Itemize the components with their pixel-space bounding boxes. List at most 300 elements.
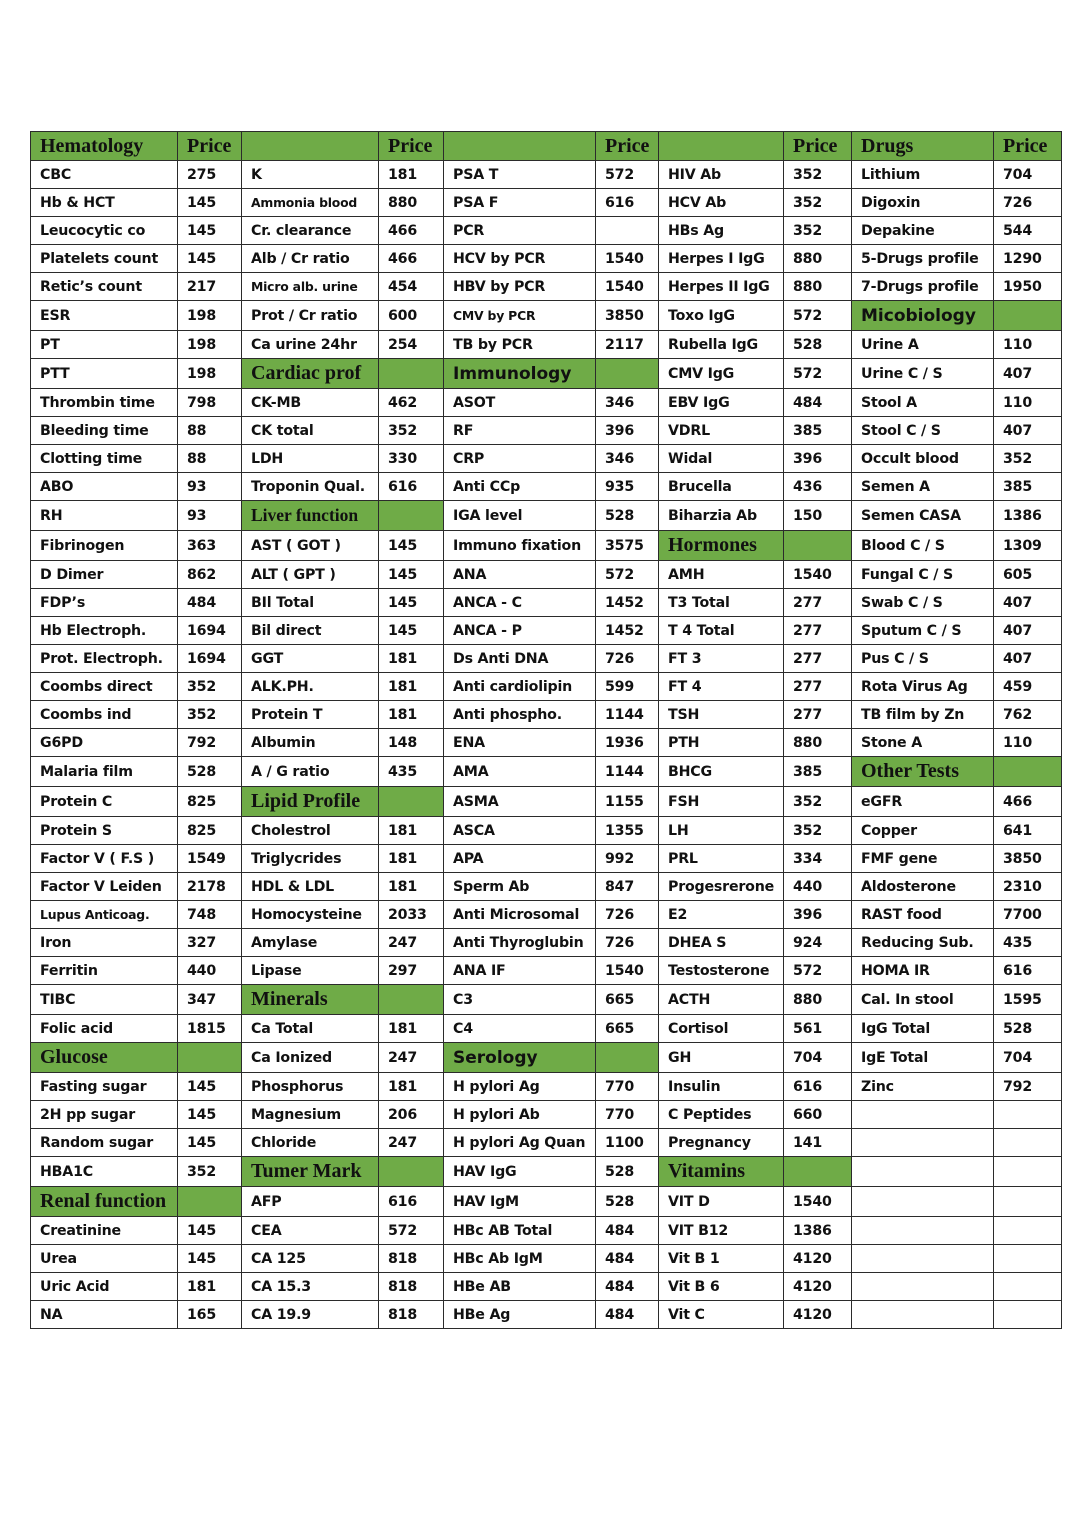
test-name: Folic acid [31,1015,178,1043]
test-name: TSH [659,701,784,729]
test-name: 2H pp sugar [31,1101,178,1129]
section-header: Tumer Mark [242,1157,379,1187]
test-price: 641 [994,817,1062,845]
test-name: Bil direct [242,617,379,645]
test-price: 880 [784,245,852,273]
test-price: 277 [784,701,852,729]
test-name: PTT [31,359,178,389]
test-price: 770 [596,1101,659,1129]
test-price: 145 [178,1101,242,1129]
test-name: Magnesium [242,1101,379,1129]
table-row [31,817,1062,845]
table-row [31,1245,1062,1273]
test-price: 561 [784,1015,852,1043]
empty-cell [994,1273,1062,1301]
test-price: 407 [994,645,1062,673]
test-price: 1540 [596,273,659,301]
test-name: PCR [444,217,596,245]
test-name: HAV IgG [444,1157,596,1187]
test-price: 254 [379,331,444,359]
test-price: 1155 [596,787,659,817]
test-name: Triglycrides [242,845,379,873]
test-name: K [242,161,379,189]
test-name: T 4 Total [659,617,784,645]
test-name: ASOT [444,389,596,417]
test-name: Coombs direct [31,673,178,701]
test-price: 1694 [178,617,242,645]
table-row [31,1187,1062,1217]
section-header-fill [178,1043,242,1073]
test-price: 792 [994,1073,1062,1101]
lab-test-price-table [30,131,1062,1329]
test-name: Widal [659,445,784,473]
test-name: Semen A [852,473,994,501]
test-price: 466 [379,217,444,245]
section-header-fill [379,359,444,389]
test-name: Sperm Ab [444,873,596,901]
test-price: 150 [784,501,852,531]
section-header [659,132,784,161]
test-price: 145 [178,1217,242,1245]
table-row [31,985,1062,1015]
section-header [444,132,596,161]
test-name: IgG Total [852,1015,994,1043]
test-price: 352 [178,1157,242,1187]
test-name: HBe Ag [444,1301,596,1329]
section-header: Lipid Profile [242,787,379,817]
test-name: Protein C [31,787,178,817]
test-name: CBC [31,161,178,189]
table-row [31,957,1062,985]
test-name: HBA1C [31,1157,178,1187]
test-name: Alb / Cr ratio [242,245,379,273]
test-price: 616 [994,957,1062,985]
test-price: 145 [178,217,242,245]
test-price: 145 [379,617,444,645]
test-name: HAV IgM [444,1187,596,1217]
test-name: Brucella [659,473,784,501]
test-name: GH [659,1043,784,1073]
test-price: 484 [596,1217,659,1245]
section-header: Serology [444,1043,596,1073]
empty-cell [994,1301,1062,1329]
empty-cell [852,1217,994,1245]
test-price: 484 [596,1273,659,1301]
section-header-fill [596,1043,659,1073]
test-name: Lipase [242,957,379,985]
test-price: 847 [596,873,659,901]
test-price: 277 [784,589,852,617]
test-price: 880 [379,189,444,217]
test-name: CMV by PCR [444,301,596,331]
test-name: FT 3 [659,645,784,673]
test-price: 4120 [784,1245,852,1273]
section-header: Vitamins [659,1157,784,1187]
test-name: Protein S [31,817,178,845]
test-price: 145 [178,1129,242,1157]
test-price: 181 [379,1073,444,1101]
test-price: 346 [596,389,659,417]
test-price: 4120 [784,1273,852,1301]
test-price: 435 [379,757,444,787]
section-header: Micobiology [852,301,994,331]
test-price: 1540 [784,561,852,589]
test-name: Cholestrol [242,817,379,845]
test-name: Urine A [852,331,994,359]
test-price: 407 [994,589,1062,617]
test-name: Stool A [852,389,994,417]
test-name: AMH [659,561,784,589]
test-price: 600 [379,301,444,331]
test-name: ALT ( GPT ) [242,561,379,589]
table-row [31,273,1062,301]
test-name: AFP [242,1187,379,1217]
test-price: 1540 [596,245,659,273]
test-price: 572 [596,561,659,589]
test-price: 435 [994,929,1062,957]
empty-cell [994,1157,1062,1187]
test-name: HBV by PCR [444,273,596,301]
test-name: Occult blood [852,445,994,473]
test-price: 352 [784,817,852,845]
test-price: 181 [379,161,444,189]
test-name: Biharzia Ab [659,501,784,531]
section-header: Liver function [242,501,379,531]
test-name: Pregnancy [659,1129,784,1157]
table-row [31,417,1062,445]
test-price: 762 [994,701,1062,729]
table-row [31,389,1062,417]
test-price: 1100 [596,1129,659,1157]
empty-cell [994,1129,1062,1157]
test-price: 1144 [596,757,659,787]
section-header: Renal function [31,1187,178,1217]
test-price: 396 [784,901,852,929]
test-price: 454 [379,273,444,301]
test-name: Herpes I IgG [659,245,784,273]
test-name: Rota Virus Ag [852,673,994,701]
test-price: 1595 [994,985,1062,1015]
test-name: Rubella IgG [659,331,784,359]
test-price: 407 [994,417,1062,445]
section-header: Cardiac prof [242,359,379,389]
test-price: 347 [178,985,242,1015]
test-price: 181 [379,701,444,729]
test-price: 616 [379,473,444,501]
test-price: 528 [596,1157,659,1187]
test-name: H pylori Ag Quan [444,1129,596,1157]
empty-cell [994,1187,1062,1217]
test-price: 352 [178,701,242,729]
test-price: 1309 [994,531,1062,561]
test-name: Anti Thyroglubin [444,929,596,957]
test-name: Bleeding time [31,417,178,445]
table-row [31,217,1062,245]
test-price: 181 [379,873,444,901]
table-row [31,473,1062,501]
table-row [31,189,1062,217]
test-price: 363 [178,531,242,561]
test-price: 665 [596,985,659,1015]
test-name: Aldosterone [852,873,994,901]
test-price: 407 [994,617,1062,645]
test-name: VDRL [659,417,784,445]
section-header-fill [379,985,444,1015]
test-name: Creatinine [31,1217,178,1245]
test-name: RH [31,501,178,531]
test-price: 924 [784,929,852,957]
table-row [31,729,1062,757]
empty-cell [852,1273,994,1301]
test-price: 726 [596,901,659,929]
test-price: 247 [379,1043,444,1073]
test-price: 704 [994,161,1062,189]
price-column-header: Price [596,132,659,161]
test-price: 880 [784,273,852,301]
test-name: Anti CCp [444,473,596,501]
test-name: Semen CASA [852,501,994,531]
test-price: 2310 [994,873,1062,901]
test-name: ENA [444,729,596,757]
test-price: 217 [178,273,242,301]
test-price: 3850 [994,845,1062,873]
table-row [31,845,1062,873]
test-name: G6PD [31,729,178,757]
test-price: 3575 [596,531,659,561]
test-price: 466 [379,245,444,273]
empty-cell [852,1129,994,1157]
test-name: Reducing Sub. [852,929,994,957]
test-price: 436 [784,473,852,501]
table-row [31,1015,1062,1043]
test-name: FSH [659,787,784,817]
test-name: ACTH [659,985,784,1015]
test-name: Cortisol [659,1015,784,1043]
test-name: Testosterone [659,957,784,985]
test-price: 572 [379,1217,444,1245]
test-name: ESR [31,301,178,331]
test-name: Anti phospho. [444,701,596,729]
section-header: Hematology [31,132,178,161]
test-name: ANA IF [444,957,596,985]
test-name: HBs Ag [659,217,784,245]
test-price: 484 [784,389,852,417]
test-price: 660 [784,1101,852,1129]
test-price: 247 [379,1129,444,1157]
test-name: NA [31,1301,178,1329]
table-row [31,1101,1062,1129]
test-price: 1452 [596,617,659,645]
test-name: Malaria film [31,757,178,787]
test-name: Copper [852,817,994,845]
test-price: 334 [784,845,852,873]
test-name: Stool C / S [852,417,994,445]
test-name: Blood C / S [852,531,994,561]
test-price: 704 [784,1043,852,1073]
test-price: 1290 [994,245,1062,273]
test-price: 1936 [596,729,659,757]
table-row [31,673,1062,701]
test-name: CEA [242,1217,379,1245]
test-name: IgE Total [852,1043,994,1073]
test-name: Toxo IgG [659,301,784,331]
table-row [31,301,1062,331]
test-price: 1386 [784,1217,852,1245]
test-price: 352 [178,673,242,701]
test-price: 352 [994,445,1062,473]
test-name: AMA [444,757,596,787]
test-name: Herpes II IgG [659,273,784,301]
test-name: PSA T [444,161,596,189]
test-price: 748 [178,901,242,929]
test-price: 440 [178,957,242,985]
test-price: 297 [379,957,444,985]
test-name: Vit B 1 [659,1245,784,1273]
test-price: 385 [994,473,1062,501]
table-row [31,531,1062,561]
test-price: 145 [178,1073,242,1101]
test-name: CA 15.3 [242,1273,379,1301]
test-price: 181 [379,817,444,845]
test-name: HBe AB [444,1273,596,1301]
table-row [31,331,1062,359]
section-header: Hormones [659,531,784,561]
test-price: 2178 [178,873,242,901]
section-header: Drugs [852,132,994,161]
test-name: HIV Ab [659,161,784,189]
test-price: 1540 [596,957,659,985]
test-name: HOMA IR [852,957,994,985]
test-name: Leucocytic co [31,217,178,245]
test-price: 880 [784,985,852,1015]
test-name: LDH [242,445,379,473]
test-price: 396 [784,445,852,473]
test-name: 7-Drugs profile [852,273,994,301]
table-row [31,445,1062,473]
test-price: 1950 [994,273,1062,301]
test-name: Ferritin [31,957,178,985]
test-name: Lupus Anticoag. [31,901,178,929]
table-row [31,701,1062,729]
test-name: HDL & LDL [242,873,379,901]
test-name: Amylase [242,929,379,957]
test-price: 704 [994,1043,1062,1073]
test-price: 346 [596,445,659,473]
test-price: 7700 [994,901,1062,929]
table-row [31,1073,1062,1101]
test-price: 110 [994,331,1062,359]
test-price: 145 [178,189,242,217]
test-name: Ca urine 24hr [242,331,379,359]
test-price: 935 [596,473,659,501]
test-price: 1452 [596,589,659,617]
test-price: 862 [178,561,242,589]
test-name: Anti Microsomal [444,901,596,929]
test-name: E2 [659,901,784,929]
test-price: 181 [379,645,444,673]
test-name: Micro alb. urine [242,273,379,301]
test-name: PTH [659,729,784,757]
test-price: 818 [379,1245,444,1273]
test-price: 352 [784,189,852,217]
empty-cell [994,1101,1062,1129]
test-name: Ds Anti DNA [444,645,596,673]
test-name: TIBC [31,985,178,1015]
section-header: Minerals [242,985,379,1015]
test-price: 484 [596,1301,659,1329]
test-price: 665 [596,1015,659,1043]
table-row [31,645,1062,673]
test-name: Fasting sugar [31,1073,178,1101]
test-price: 181 [379,845,444,873]
table-row [31,561,1062,589]
test-price: 1386 [994,501,1062,531]
table-row [31,359,1062,389]
section-header-fill [178,1187,242,1217]
test-name: Chloride [242,1129,379,1157]
test-name: CA 125 [242,1245,379,1273]
test-price: 352 [784,161,852,189]
test-name: Cr. clearance [242,217,379,245]
test-price: 818 [379,1301,444,1329]
test-name: Swab C / S [852,589,994,617]
test-name: T3 Total [659,589,784,617]
test-name: PT [31,331,178,359]
test-name: Vit B 6 [659,1273,784,1301]
test-name: Hb Electroph. [31,617,178,645]
table-row [31,873,1062,901]
test-name: Prot / Cr ratio [242,301,379,331]
test-name: Digoxin [852,189,994,217]
test-name: CK total [242,417,379,445]
section-header-fill [379,1157,444,1187]
test-name: LH [659,817,784,845]
test-name: FMF gene [852,845,994,873]
test-name: Sputum C / S [852,617,994,645]
test-name: Phosphorus [242,1073,379,1101]
test-price: 572 [784,957,852,985]
test-name: VIT D [659,1187,784,1217]
test-price: 198 [178,331,242,359]
test-name: Prot. Electroph. [31,645,178,673]
test-price: 528 [784,331,852,359]
test-price: 818 [379,1273,444,1301]
test-name: BIl Total [242,589,379,617]
test-name: Urine C / S [852,359,994,389]
test-price: 1694 [178,645,242,673]
test-name: Cal. In stool [852,985,994,1015]
test-name: CRP [444,445,596,473]
test-name: Uric Acid [31,1273,178,1301]
section-header: Immunology [444,359,596,389]
test-price: 440 [784,873,852,901]
test-price: 528 [596,501,659,531]
header-row [31,132,1062,161]
test-price: 1540 [784,1187,852,1217]
section-header-fill [379,787,444,817]
test-price: 528 [596,1187,659,1217]
test-name: FDP’s [31,589,178,617]
test-name: TB film by Zn [852,701,994,729]
test-price: 110 [994,729,1062,757]
test-name: APA [444,845,596,873]
table-row [31,757,1062,787]
test-name: VIT B12 [659,1217,784,1245]
test-name: Troponin Qual. [242,473,379,501]
section-header-fill [994,757,1062,787]
test-name: ANCA - C [444,589,596,617]
table-row [31,1043,1062,1073]
